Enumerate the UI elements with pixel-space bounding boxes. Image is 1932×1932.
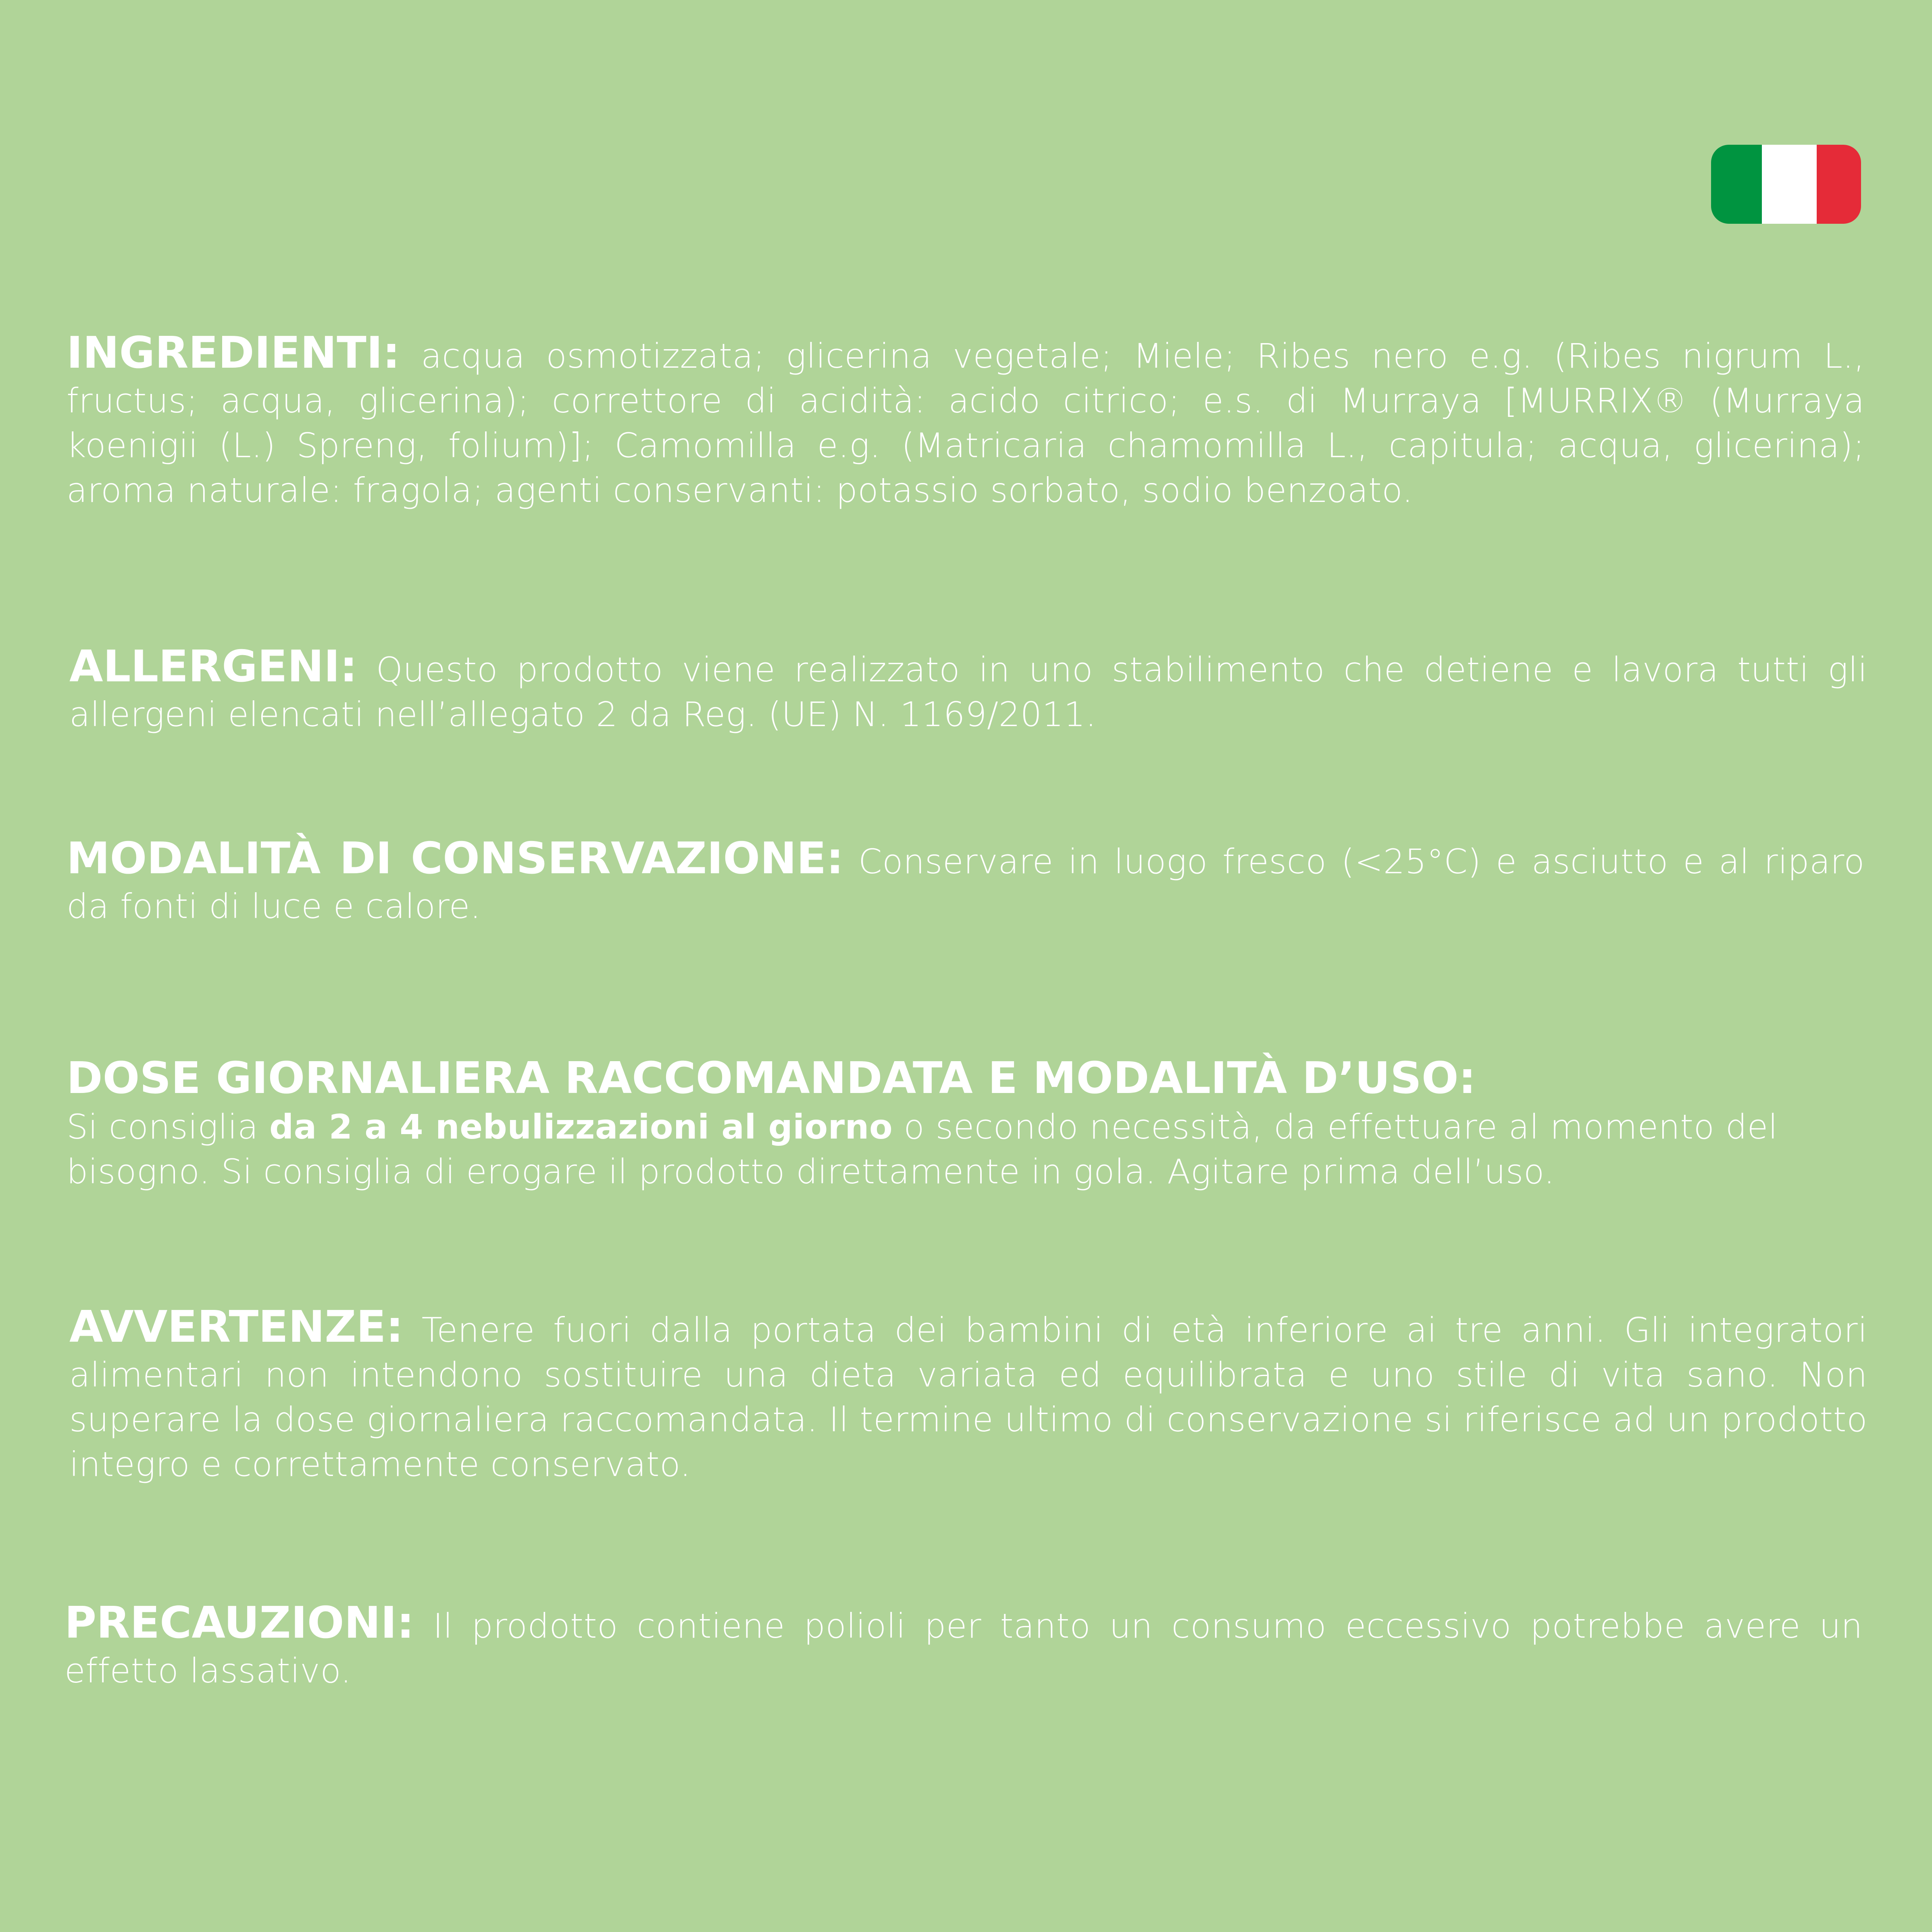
allergens-section (69, 641, 1867, 737)
allergens-heading: ALLERGENI: (69, 641, 358, 692)
dosage-text-after: o secondo necessità, da effettuare al momento del bisogno. Si consiglia di erogare il prodotto direttamente in gola. Agitare prima dell’uso. (67, 1107, 1778, 1191)
flag-stripe-green (1711, 145, 1762, 224)
allergens-text: Questo prodotto viene realizzato in uno stabilimento che detiene e lavora tutti gli allergeni elencati nell’allegato 2 da Reg. (UE) N. 1169/2011. (69, 650, 1867, 734)
flag-stripe-red (1817, 145, 1861, 224)
storage-heading: MODALITÀ DI CONSERVAZIONE: (67, 833, 844, 884)
dosage-heading: DOSE GIORNALIERA RACCOMANDATA E MODALITÀ D’USO: (67, 1053, 1476, 1103)
ingredients-heading: INGREDIENTI: (67, 328, 400, 378)
warnings-heading: AVVERTENZE: (69, 1302, 404, 1352)
precautions-text: Il prodotto contiene polioli per tanto un consumo eccessivo potrebbe avere un effetto lassativo. (65, 1606, 1863, 1690)
ingredients-section (67, 328, 1865, 513)
dosage-section (67, 1052, 1865, 1194)
warnings-text: Tenere fuori dalla portata dei bambini di età inferiore ai tre anni. Gli integratori alimentari non intendono sostituire una dieta variata ed equilibrata e uno stile di vita sano. Non superare la dose giornaliera raccomandata. Il termine ultimo di conservazione si riferisce ad un prodotto integro e correttamente conservato. (69, 1310, 1867, 1484)
storage-section (67, 833, 1865, 929)
storage-text: Conservare in luogo fresco (<25°C) e asciutto e al riparo da fonti di luce e calore. (67, 842, 1865, 926)
warnings-section (69, 1302, 1867, 1487)
precautions-heading: PRECAUZIONI: (65, 1598, 414, 1648)
dosage-text-before: Si consiglia (67, 1107, 270, 1147)
flag-stripe-white (1762, 145, 1817, 224)
dosage-highlight: da 2 a 4 nebulizzazioni al giorno (269, 1107, 893, 1147)
precautions-section (65, 1598, 1863, 1693)
ingredients-text: acqua osmotizzata; glicerina vegetale; Miele; Ribes nero e.g. (Ribes nigrum L., fructus; acqua, glicerina); correttore di acidità: acido citrico; e.s. di Murraya [MURRIX® (Murraya koenigii (L.) Spreng, folium)]; Camomilla e.g. (Matricaria chamomilla L., capitula; acqua, glicerina); aroma naturale: fragola; agenti conservanti: potassio sorbato, sodio benzoato. (67, 336, 1865, 510)
italy-flag-icon (1711, 145, 1861, 224)
